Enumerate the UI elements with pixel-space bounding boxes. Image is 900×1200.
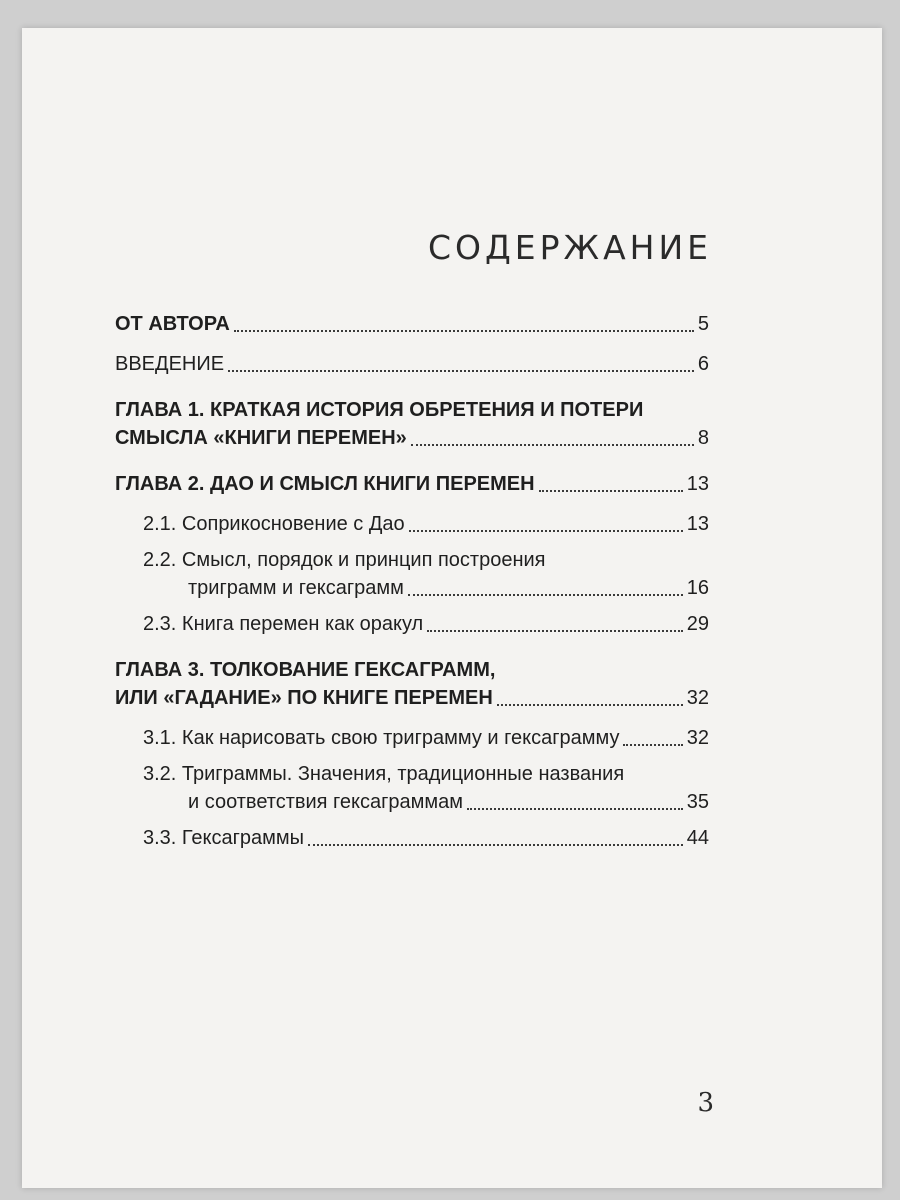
dot-leader	[228, 370, 694, 372]
toc-entry-2-1	[115, 510, 709, 538]
toc-entry-title: 2.2. Смысл, порядок и принцип построения	[143, 549, 546, 571]
toc-page-number: 35	[686, 791, 709, 813]
toc-entry-title: ГЛАВА 1. КРАТКАЯ ИСТОРИЯ ОБРЕТЕНИЯ И ПОТЕРИ	[115, 399, 644, 421]
toc-entry-title: 2.3. Книга перемен как оракул	[143, 613, 424, 635]
toc-page-number: 16	[686, 577, 709, 599]
toc-page-number: 13	[686, 473, 709, 495]
toc-entry-chapter-3	[115, 656, 709, 712]
toc-entry-2-3	[115, 610, 709, 638]
page-number: 3	[697, 1088, 714, 1118]
dot-leader	[623, 744, 682, 746]
toc-entry-title: 3.3. Гексаграммы	[143, 827, 305, 849]
toc-entry-3-1	[115, 724, 709, 752]
dot-leader	[411, 444, 694, 446]
toc-entry-3-2	[115, 760, 709, 816]
toc-entry-title: ОТ АВТОРА	[115, 313, 230, 335]
toc-page-number: 32	[686, 687, 709, 709]
dot-leader	[467, 808, 683, 810]
table-of-contents	[115, 310, 709, 860]
toc-entry-title-cont: ИЛИ «ГАДАНИЕ» ПО КНИГЕ ПЕРЕМЕН	[115, 687, 493, 709]
toc-page-number: 13	[686, 513, 709, 535]
toc-entry-2-2	[115, 546, 709, 602]
toc-entry-introduction	[115, 350, 709, 378]
toc-entry-chapter-2	[115, 470, 709, 498]
dot-leader	[234, 330, 694, 332]
toc-entry-title: ГЛАВА 3. ТОЛКОВАНИЕ ГЕКСАГРАММ,	[115, 659, 496, 681]
toc-entry-title-cont: СМЫСЛА «КНИГИ ПЕРЕМЕН»	[115, 427, 407, 449]
toc-page-number: 44	[686, 827, 709, 849]
toc-page-number: 5	[697, 313, 709, 335]
dot-leader	[308, 844, 683, 846]
toc-entry-from-author	[115, 310, 709, 338]
toc-page-number: 32	[686, 727, 709, 749]
toc-entry-title: ГЛАВА 2. ДАО И СМЫСЛ КНИГИ ПЕРЕМЕН	[115, 473, 535, 495]
toc-page-number: 6	[697, 353, 709, 375]
toc-page-number: 29	[686, 613, 709, 635]
toc-entry-title: 3.2. Триграммы. Значения, традиционные названия	[143, 763, 625, 785]
page-title: СОДЕРЖАНИЕ	[427, 228, 712, 267]
toc-entry-title: 3.1. Как нарисовать свою триграмму и гексаграмму	[143, 727, 620, 749]
toc-entry-3-3	[115, 824, 709, 852]
dot-leader	[539, 490, 683, 492]
dot-leader	[408, 594, 683, 596]
toc-entry-title-cont: триграмм и гексаграмм	[188, 577, 404, 599]
dot-leader	[427, 630, 683, 632]
toc-entry-chapter-1	[115, 396, 709, 452]
toc-page-number: 8	[697, 427, 709, 449]
toc-entry-title: 2.1. Соприкосновение с Дао	[143, 513, 405, 535]
dot-leader	[497, 704, 683, 706]
book-page	[22, 28, 882, 1188]
dot-leader	[409, 530, 683, 532]
toc-entry-title: ВВЕДЕНИЕ	[115, 353, 225, 375]
toc-entry-title-cont: и соответствия гексаграммам	[188, 791, 464, 813]
